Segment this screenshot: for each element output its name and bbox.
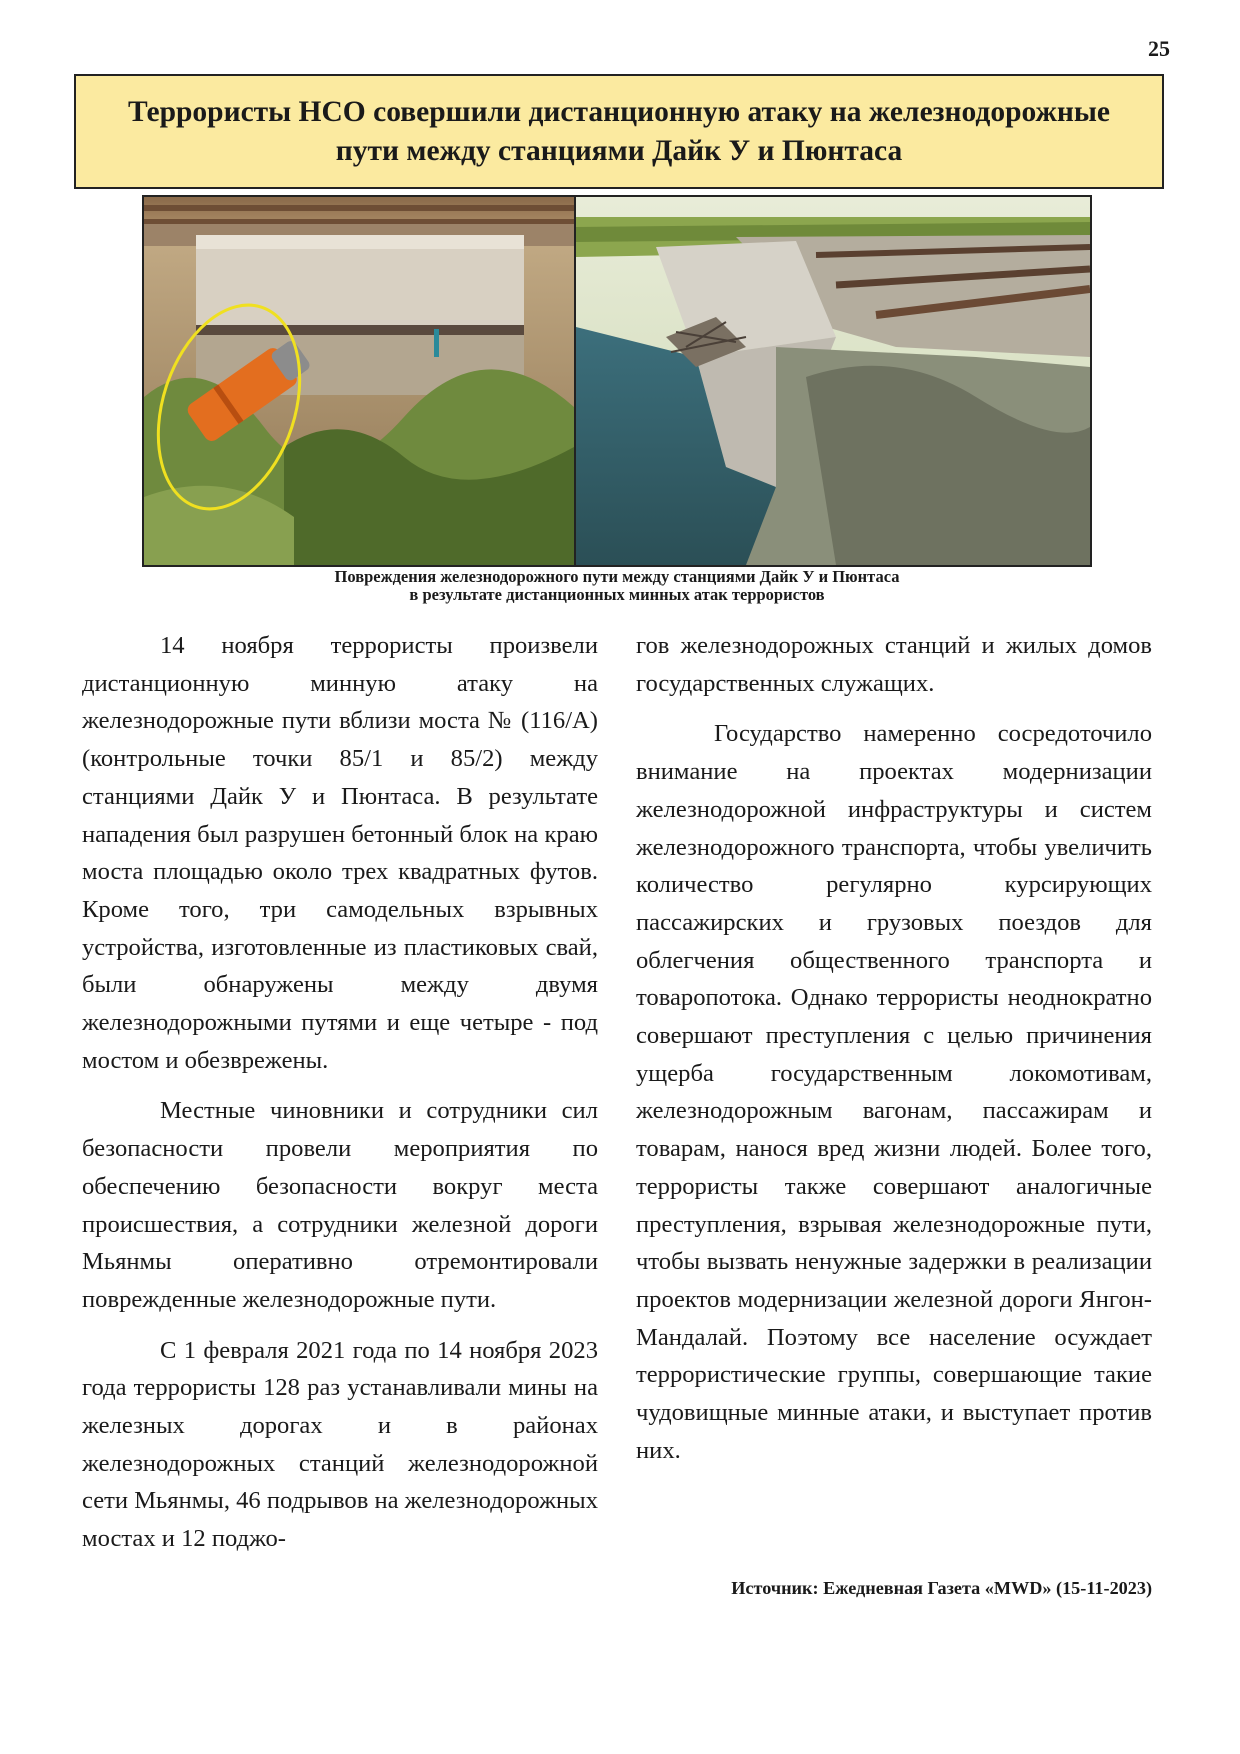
- paragraph-4: Государство намеренно сосредоточило внимание на проектах модернизации железнодорожной инфраструктуры и систем железнодорожного транспорта, чтобы увеличить количество регулярно курсирующих пассажирских и грузовых поездов для облегчения общественного транспорта и товаропотока. Однако террористы неоднократно совершают преступления с целью причинения ущерба государственным локомотивам, железнодорожным вагонам, пассажирам и товарам, нанося вред жизни людей. Более того, террористы также совершают аналогичные преступления, взрывая железнодорожные пути, чтобы вызвать ненужные задержки в реализации проектов модернизации железной дороги Янгон-Мандалай. Поэтому все население осуждает террористические группы, совершающие такие чудовищные минные атаки, и выступает против них.: [636, 720, 1152, 1464]
- paragraph-2: Местные чиновники и сотрудники сил безопасности провели мероприятия по обеспечению безопасности вокруг места происшествия, а сотрудники железной дороги Мьянмы оперативно отремонтировали поврежденные железнодорожные пути.: [82, 1097, 598, 1313]
- photo-bridge-ied: [144, 197, 574, 565]
- headline-line-2: пути между станциями Дайк У и Пюнтаса: [335, 134, 903, 167]
- page-number: 25: [1148, 36, 1170, 61]
- article-column-left: [82, 627, 598, 1558]
- caption-line-1: Повреждения железнодорожного пути между станциями Дайк У и Пюнтаса: [334, 567, 900, 586]
- headline-line-1: Террористы НСО совершили дистанционную атаку на железнодорожные: [127, 95, 1111, 128]
- photo-damaged-embankment: [576, 197, 1090, 565]
- photo-frame: [142, 195, 1092, 567]
- photo-caption: [142, 568, 1092, 604]
- caption-line-2: в результате дистанционных минных атак террористов: [409, 585, 825, 604]
- article-column-right: [636, 627, 1152, 1469]
- source-credit: Источник: Ежедневная Газета «MWD» (15-11-2023): [731, 1578, 1152, 1598]
- paragraph-1: 14 ноября террористы произвели дистанционную минную атаку на железнодорожные пути вблизи моста № (116/А) (контрольные точки 85/1 и 85/2) между станциями Дайк У и Пюнтаса. В результате нападения был разрушен бетонный блок на краю моста площадью около трех квадратных футов. Кроме того, три самодельных взрывных устройства, изготовленные из пластиковых свай, были обнаружены между двумя железнодорожными путями и еще четыре - под мостом и обезврежены.: [82, 632, 598, 1074]
- headline-box: [74, 74, 1164, 189]
- paragraph-3-continued: гов железнодорожных станций и жилых домов государственных служащих.: [636, 632, 1152, 697]
- paragraph-3: С 1 февраля 2021 года по 14 ноября 2023 года террористы 128 раз устанавливали мины на железных дорогах и в районах железнодорожных станций железнодорожной сети Мьянмы, 46 подрывов на железнодорожных мостах и 12 поджо-: [82, 1336, 598, 1553]
